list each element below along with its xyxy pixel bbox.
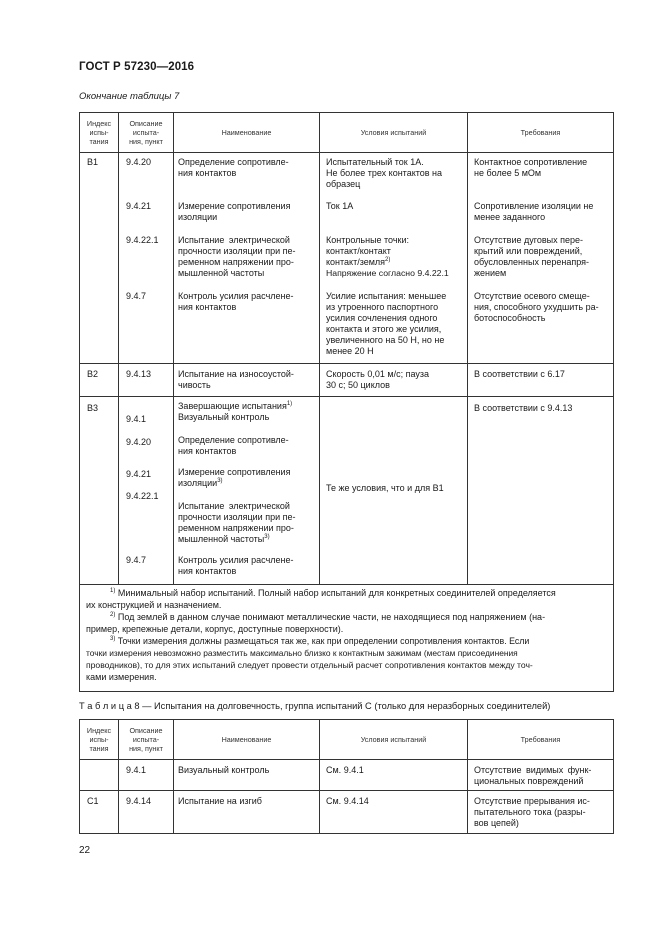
- col-header-requirements: Требования: [468, 113, 614, 153]
- table-8: [79, 719, 614, 834]
- t8-col-header-name: Наименование: [174, 720, 320, 760]
- footnote-1: $^{1)}$ Минимальный набор испытаний. Полный набор испытаний для конкретных соединителей определяется: [110, 588, 556, 598]
- t8-conditions-cell-2: См. 9.4.14: [320, 791, 468, 834]
- requirements-cell-b1: Контактное сопротивление не более 5 мОм Сопротивление изоляции не менее заданного Отсутствие дуговых пере- крытий или повреждений, обусловленных перенапря- жением Отсутствие осевого смеще- ния, способного ухудшить ра- ботоспособность: [468, 153, 614, 364]
- table-7-header-row: [80, 113, 614, 153]
- conditions-cell-b3: Те же условия, что и для B1: [320, 397, 468, 585]
- table-8-caption: Т а б л и ц а 8 — Испытания на долговечность, группа испытаний С (только для неразборных соединителей): [79, 701, 551, 711]
- conditions-cell-b2: Скорость 0,01 м/с; пауза 30 с; 50 циклов: [320, 364, 468, 397]
- t8-name-cell-2: Испытание на изгиб: [174, 791, 320, 834]
- footnote-ref-2: 2): [385, 257, 391, 263]
- t8-col-header-conditions: Условия испытаний: [320, 720, 468, 760]
- footnote-ref-3: 3): [217, 478, 223, 484]
- table-row-b3: [80, 397, 614, 585]
- requirements-cell-b3: В соответствии с 9.4.13: [468, 397, 614, 585]
- name-cell-b3: Завершающие испытания$^{1)}$ Визуальный контроль Определение сопротивле- ния контактов Измерение сопротивления изоляции$^{3)}$ Испытание электрической прочности изоляции при пе- ременном напряжении про- мышленной частоты$^{3)}$ Контроль усилия расчлене- ния контактов: [174, 397, 320, 585]
- t8-col-header-clause: Описание испыта- ния, пункт: [119, 720, 174, 760]
- footnotes-cell: $^{1)}$ Минимальный набор испытаний. Полный набор испытаний для конкретных соединителей определяется их конструкцией и назначением. $^{2)}$ Под землей в данном случае понимают металлические части, не находящиеся под напряжением (на- пример, крепежные детали, корпус, доступные поверхности). $^{3)}$ Точки измерения должны размещаться так же, как при определении сопротивления контактов. Если точки измерения невозможно разместить максимально близко к контактным зажимам (местам присоединения проводников), то для этих испытаний следует провести отдельный расчет сопротивления контактов между точ- ками измерения.: [80, 585, 614, 692]
- document-header-title: ГОСТ Р 57230—2016: [79, 61, 195, 73]
- t8-clause-cell-1: 9.4.1: [119, 760, 174, 791]
- t8-col-header-index: Индекс испы- тания: [80, 720, 119, 760]
- requirements-cell-b2: В соответствии с 6.17: [468, 364, 614, 397]
- table-7: [79, 112, 614, 692]
- col-header-clause: Описание испыта- ния, пункт: [119, 113, 174, 153]
- conditions-cell-b1: Испытательный ток 1А. Не более трех контактов на образец Ток 1А Контрольные точки: контакт/контакт контакт/земля$^{2)}$ Напряжение согласно 9.4.22.1 Усилие испытания: меньшее из утроенного паспортного усилия сочленения одного контакта и этого же усилия, увеличенного на 50 Н, но не менее 20 Н: [320, 153, 468, 364]
- footnote-ref-3b: 3): [264, 534, 270, 540]
- table-8-header-row: [80, 720, 614, 760]
- table-7-footnotes-row: [80, 585, 614, 692]
- table-7-continuation-caption: Окончание таблицы 7: [79, 91, 180, 102]
- index-cell-b3: B3: [80, 397, 119, 585]
- table-row-b1: [80, 153, 614, 364]
- index-cell-b2: B2: [80, 364, 119, 397]
- clause-cell-b1: 9.4.20 9.4.21 9.4.22.1 9.4.7: [119, 153, 174, 364]
- t8-clause-cell-2: 9.4.14: [119, 791, 174, 834]
- t8-requirements-cell-2: Отсутствие прерывания ис- пытательного тока (разры- вов цепей): [468, 791, 614, 834]
- col-header-name: Наименование: [174, 113, 320, 153]
- table-row-b2: [80, 364, 614, 397]
- clause-cell-b2: 9.4.13: [119, 364, 174, 397]
- clause-cell-b3: 9.4.1 9.4.20 9.4.21 9.4.22.1 9.4.7: [119, 397, 174, 585]
- t8-index-cell-1: [80, 760, 119, 791]
- index-cell-b1: B1: [80, 153, 119, 364]
- t8-index-cell-2: С1: [80, 791, 119, 834]
- t8-name-cell-1: Визуальный контроль: [174, 760, 320, 791]
- table-8-row-c1: [80, 791, 614, 834]
- t8-col-header-requirements: Требования: [468, 720, 614, 760]
- col-header-index: Индекс испы- тания: [80, 113, 119, 153]
- footnote-ref-1: 1): [286, 401, 293, 407]
- t8-conditions-cell-1: См. 9.4.1: [320, 760, 468, 791]
- table-8-row-visual: [80, 760, 614, 791]
- name-cell-b1: Определение сопротивле- ния контактов Измерение сопротивления изоляции Испытание электрической прочности изоляции при пе- ременном напряжении про- мышленной частоты Контроль усилия расчлене- ния контактов: [174, 153, 320, 364]
- col-header-conditions: Условия испытаний: [320, 113, 468, 153]
- footnote-2: $^{2)}$ Под землей в данном случае понимают металлические части, не находящиеся под напряжением (на-: [110, 612, 546, 622]
- t8-requirements-cell-1: Отсутствие видимых функ- циональных повреждений: [468, 760, 614, 791]
- page-number: 22: [79, 845, 91, 856]
- footnote-3: $^{3)}$ Точки измерения должны размещаться так же, как при определении сопротивления контактов. Если: [110, 636, 530, 646]
- name-cell-b2: Испытание на износоустой- чивость: [174, 364, 320, 397]
